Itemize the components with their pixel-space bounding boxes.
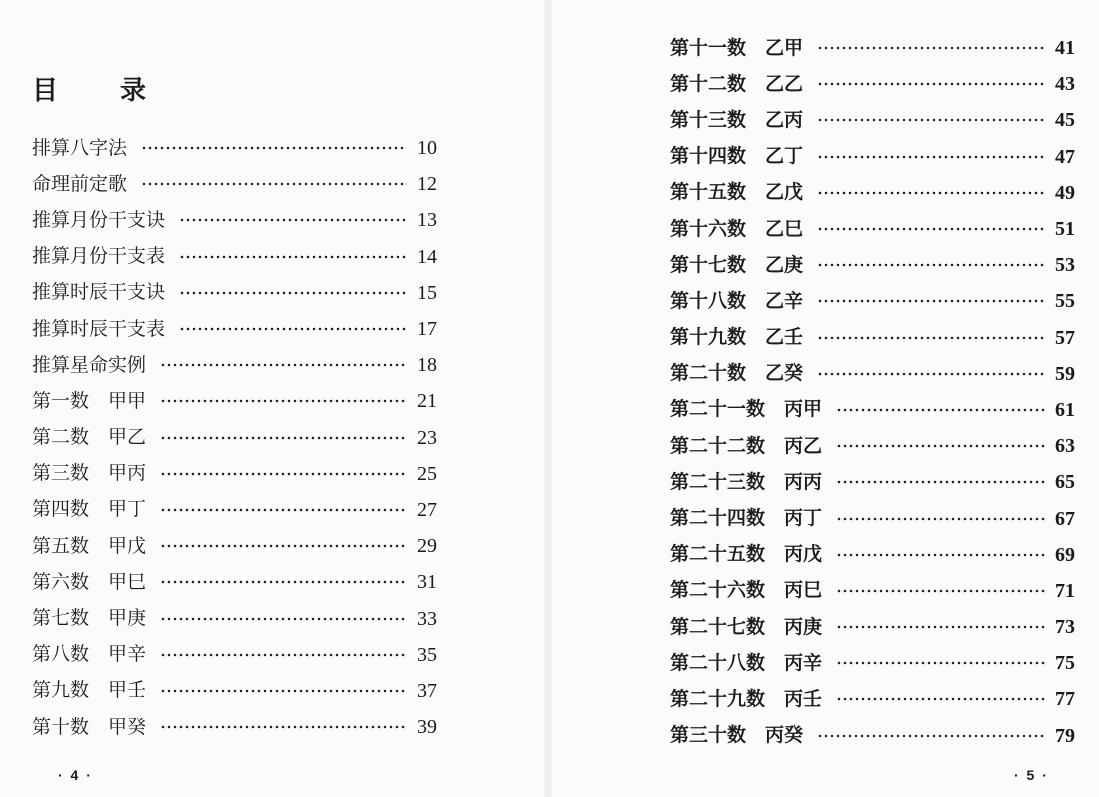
toc-entry[interactable] xyxy=(32,600,437,636)
entry-page-number: 57 xyxy=(1055,326,1075,349)
entry-page-number: 49 xyxy=(1055,181,1075,204)
entry-label: 第五数 甲戊 xyxy=(32,534,147,557)
toc-title: 目 录 xyxy=(32,76,165,106)
dot-leader xyxy=(160,544,407,548)
dot-leader xyxy=(160,653,407,657)
toc-entry[interactable] xyxy=(670,681,1075,717)
entry-label: 第二十九数 丙壬 xyxy=(670,687,823,710)
dot-leader xyxy=(817,336,1045,340)
dot-leader xyxy=(817,263,1045,267)
page-folio-right: · 5 · xyxy=(1014,767,1049,783)
toc-entry[interactable] xyxy=(670,356,1075,392)
toc-entry[interactable] xyxy=(32,239,437,275)
entry-page-number: 18 xyxy=(417,354,437,377)
entry-page-number: 39 xyxy=(417,716,437,739)
toc-entry[interactable] xyxy=(32,275,437,311)
dot-leader xyxy=(160,689,407,693)
toc-entry[interactable] xyxy=(32,166,437,202)
left-toc-list xyxy=(32,130,437,745)
entry-page-number: 15 xyxy=(417,281,437,304)
dot-leader xyxy=(160,363,407,367)
entry-page-number: 59 xyxy=(1055,362,1075,385)
dot-leader xyxy=(836,697,1045,701)
toc-entry[interactable] xyxy=(670,320,1075,356)
entry-label: 第二十三数 丙丙 xyxy=(670,470,823,493)
entry-label: 第十四数 乙丁 xyxy=(670,145,804,168)
dot-leader xyxy=(836,553,1045,557)
dot-leader xyxy=(141,146,407,150)
dot-leader xyxy=(160,399,407,403)
dot-leader xyxy=(836,480,1045,484)
toc-entry[interactable] xyxy=(670,645,1075,681)
entry-label: 第九数 甲壬 xyxy=(32,679,147,702)
entry-label: 第二十数 乙癸 xyxy=(670,362,804,385)
toc-entry[interactable] xyxy=(670,609,1075,645)
dot-leader xyxy=(160,725,407,729)
dot-leader xyxy=(836,517,1045,521)
entry-label: 命理前定歌 xyxy=(32,172,128,195)
entry-page-number: 77 xyxy=(1055,688,1075,711)
entry-page-number: 23 xyxy=(417,426,437,449)
toc-entry[interactable] xyxy=(32,311,437,347)
dot-leader xyxy=(817,227,1045,231)
toc-entry[interactable] xyxy=(32,709,437,745)
entry-label: 第六数 甲巳 xyxy=(32,570,147,593)
toc-entry[interactable] xyxy=(32,383,437,419)
entry-label: 第十五数 乙戊 xyxy=(670,181,804,204)
entry-page-number: 13 xyxy=(417,209,437,232)
entry-label: 第十六数 乙巳 xyxy=(670,217,804,240)
toc-entry[interactable] xyxy=(32,564,437,600)
entry-label: 第十数 甲癸 xyxy=(32,715,147,738)
entry-label: 第七数 甲庚 xyxy=(32,607,147,630)
entry-label: 推算星命实例 xyxy=(32,353,147,376)
dot-leader xyxy=(160,472,407,476)
dot-leader xyxy=(160,580,407,584)
dot-leader xyxy=(836,625,1045,629)
toc-entry[interactable] xyxy=(670,573,1075,609)
entry-page-number: 25 xyxy=(417,462,437,485)
entry-label: 第十七数 乙庚 xyxy=(670,253,804,276)
toc-entry[interactable] xyxy=(670,102,1075,138)
dot-leader xyxy=(836,444,1045,448)
toc-entry[interactable] xyxy=(32,528,437,564)
dot-leader xyxy=(141,182,407,186)
dot-leader xyxy=(817,46,1045,50)
toc-entry[interactable] xyxy=(32,492,437,528)
entry-label: 第二十四数 丙丁 xyxy=(670,507,823,530)
toc-entry[interactable] xyxy=(670,30,1075,66)
entry-label: 第十八数 乙辛 xyxy=(670,289,804,312)
dot-leader xyxy=(817,734,1045,738)
entry-page-number: 33 xyxy=(417,607,437,630)
entry-page-number: 65 xyxy=(1055,471,1075,494)
toc-entry[interactable] xyxy=(32,673,437,709)
toc-entry[interactable] xyxy=(670,464,1075,500)
entry-label: 推算时辰干支表 xyxy=(32,317,166,340)
entry-label: 第二十二数 丙乙 xyxy=(670,434,823,457)
dot-leader xyxy=(179,327,407,331)
toc-entry[interactable] xyxy=(670,139,1075,175)
toc-entry[interactable] xyxy=(670,718,1075,754)
right-page xyxy=(550,0,1099,797)
entry-label: 推算月份干支表 xyxy=(32,245,166,268)
dot-leader xyxy=(817,82,1045,86)
entry-label: 第二十一数 丙甲 xyxy=(670,398,823,421)
dot-leader xyxy=(179,291,407,295)
dot-leader xyxy=(836,661,1045,665)
entry-page-number: 29 xyxy=(417,535,437,558)
entry-page-number: 79 xyxy=(1055,724,1075,747)
entry-label: 第二十五数 丙戊 xyxy=(670,543,823,566)
dot-leader xyxy=(836,408,1045,412)
entry-page-number: 53 xyxy=(1055,254,1075,277)
entry-page-number: 47 xyxy=(1055,145,1075,168)
entry-label: 第十一数 乙甲 xyxy=(670,36,804,59)
entry-page-number: 41 xyxy=(1055,37,1075,60)
entry-page-number: 51 xyxy=(1055,218,1075,241)
entry-label: 第二十七数 丙庚 xyxy=(670,615,823,638)
toc-entry[interactable] xyxy=(670,500,1075,536)
dot-leader xyxy=(179,255,407,259)
right-toc-list xyxy=(670,30,1075,754)
entry-page-number: 21 xyxy=(417,390,437,413)
entry-page-number: 12 xyxy=(417,173,437,196)
dot-leader xyxy=(817,191,1045,195)
toc-entry[interactable] xyxy=(32,637,437,673)
entry-page-number: 69 xyxy=(1055,543,1075,566)
toc-entry[interactable] xyxy=(670,428,1075,464)
entry-label: 第十三数 乙丙 xyxy=(670,108,804,131)
page-folio-left: · 4 · xyxy=(58,767,93,783)
dot-leader xyxy=(160,508,407,512)
entry-page-number: 71 xyxy=(1055,579,1075,602)
entry-label: 第四数 甲丁 xyxy=(32,498,147,521)
dot-leader xyxy=(817,155,1045,159)
entry-page-number: 67 xyxy=(1055,507,1075,530)
entry-page-number: 35 xyxy=(417,643,437,666)
toc-entry[interactable] xyxy=(32,347,437,383)
dot-leader xyxy=(160,436,407,440)
entry-page-number: 37 xyxy=(417,679,437,702)
entry-page-number: 31 xyxy=(417,571,437,594)
entry-label: 第八数 甲辛 xyxy=(32,643,147,666)
entry-page-number: 45 xyxy=(1055,109,1075,132)
entry-label: 第十二数 乙乙 xyxy=(670,72,804,95)
entry-label: 推算月份干支诀 xyxy=(32,208,166,231)
toc-entry[interactable] xyxy=(670,66,1075,102)
entry-page-number: 75 xyxy=(1055,652,1075,675)
toc-entry[interactable] xyxy=(670,283,1075,319)
dot-leader xyxy=(160,617,407,621)
toc-entry[interactable] xyxy=(32,456,437,492)
dot-leader xyxy=(817,299,1045,303)
entry-label: 推算时辰干支诀 xyxy=(32,281,166,304)
entry-page-number: 73 xyxy=(1055,616,1075,639)
entry-page-number: 27 xyxy=(417,498,437,521)
entry-label: 第三十数 丙癸 xyxy=(670,724,804,747)
toc-entry[interactable] xyxy=(32,202,437,238)
entry-label: 第十九数 乙壬 xyxy=(670,326,804,349)
toc-entry[interactable] xyxy=(670,392,1075,428)
dot-leader xyxy=(836,589,1045,593)
dot-leader xyxy=(179,218,407,222)
entry-page-number: 43 xyxy=(1055,73,1075,96)
entry-label: 第二十八数 丙辛 xyxy=(670,651,823,674)
toc-entry[interactable] xyxy=(670,211,1075,247)
dot-leader xyxy=(817,372,1045,376)
toc-entry[interactable] xyxy=(32,130,437,166)
entry-page-number: 14 xyxy=(417,245,437,268)
toc-entry[interactable] xyxy=(32,420,437,456)
entry-page-number: 55 xyxy=(1055,290,1075,313)
left-page xyxy=(0,0,545,797)
entry-label: 第二十六数 丙巳 xyxy=(670,579,823,602)
dot-leader xyxy=(817,118,1045,122)
entry-label: 第二数 甲乙 xyxy=(32,426,147,449)
entry-page-number: 10 xyxy=(417,137,437,160)
toc-entry[interactable] xyxy=(670,247,1075,283)
entry-label: 第一数 甲甲 xyxy=(32,389,147,412)
toc-entry[interactable] xyxy=(670,537,1075,573)
entry-label: 第三数 甲丙 xyxy=(32,462,147,485)
toc-entry[interactable] xyxy=(670,175,1075,211)
entry-label: 排算八字法 xyxy=(32,136,128,159)
entry-page-number: 63 xyxy=(1055,435,1075,458)
entry-page-number: 17 xyxy=(417,318,437,341)
entry-page-number: 61 xyxy=(1055,398,1075,421)
